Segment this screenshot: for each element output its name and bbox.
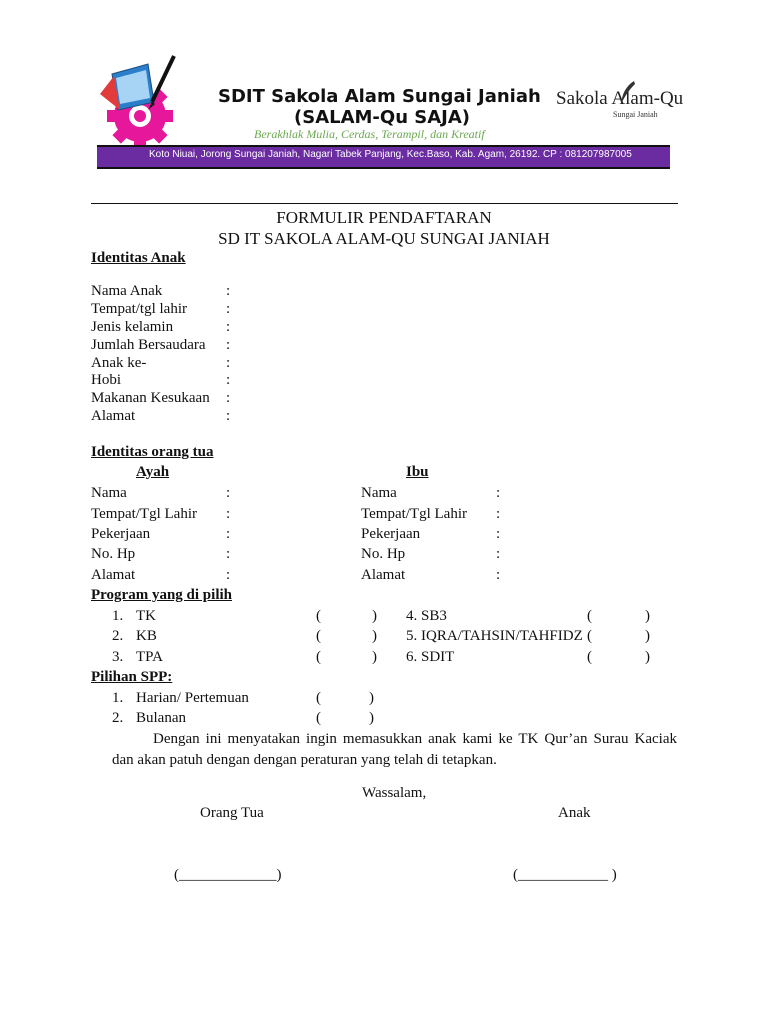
- school-short-name: (SALAM-Qu SAJA): [294, 107, 471, 128]
- colon: :: [496, 526, 501, 542]
- spp-monthly-label: Bulanan: [136, 710, 186, 726]
- father-field-phone: No. Hp: [91, 546, 136, 562]
- school-motto: Berakhlak Mulia, Cerdas, Terampil, dan Kreatif: [254, 127, 485, 141]
- checkbox-paren-open[interactable]: (: [587, 608, 592, 624]
- program-number: 2.: [112, 628, 124, 644]
- signature-child-line[interactable]: (____________ ): [513, 867, 617, 883]
- father-field-job: Pekerjaan: [91, 526, 151, 542]
- program-section-heading: Program yang di pilih: [91, 587, 232, 603]
- checkbox-paren-open[interactable]: (: [316, 608, 321, 624]
- program-tk-label: TK: [136, 608, 156, 624]
- spp-number: 1.: [112, 690, 124, 706]
- colon: :: [226, 319, 231, 335]
- child-field-gender: Jenis kelamin: [91, 319, 174, 335]
- brand-logo-subtitle: Sungai Janiah: [613, 110, 658, 119]
- mother-heading: Ibu: [406, 464, 429, 480]
- colon: :: [226, 567, 231, 583]
- colon: :: [226, 337, 231, 353]
- form-title: FORMULIR PENDAFTARAN: [276, 208, 492, 227]
- program-tpa-label: TPA: [136, 649, 163, 665]
- colon: :: [226, 546, 231, 562]
- father-field-address: Alamat: [91, 567, 136, 583]
- colon: :: [226, 372, 231, 388]
- checkbox-paren-close[interactable]: ): [372, 628, 377, 644]
- spp-number: 2.: [112, 710, 124, 726]
- checkbox-paren-open[interactable]: (: [316, 710, 321, 726]
- checkbox-paren-open[interactable]: (: [316, 628, 321, 644]
- colon: :: [496, 485, 501, 501]
- parent-section-heading: Identitas orang tua: [91, 444, 214, 460]
- checkbox-paren-open[interactable]: (: [316, 690, 321, 706]
- spp-section-heading: Pilihan SPP:: [91, 669, 173, 685]
- child-field-food: Makanan Kesukaan: [91, 390, 210, 406]
- colon: :: [226, 390, 231, 406]
- mother-field-job: Pekerjaan: [361, 526, 421, 542]
- program-number: 3.: [112, 649, 124, 665]
- colon: :: [226, 283, 231, 299]
- mother-field-address: Alamat: [361, 567, 406, 583]
- spp-daily-label: Harian/ Pertemuan: [136, 690, 249, 706]
- child-field-name: Nama Anak: [91, 283, 163, 299]
- father-field-birth: Tempat/Tgl Lahir: [91, 506, 197, 522]
- checkbox-paren-close[interactable]: ): [372, 649, 377, 665]
- mother-field-phone: No. Hp: [361, 546, 406, 562]
- colon: :: [226, 485, 231, 501]
- colon: :: [226, 355, 231, 371]
- program-iqra-label: 5. IQRA/TAHSIN/TAHFIDZ: [406, 628, 583, 644]
- program-sb3-label: 4. SB3: [406, 608, 447, 624]
- checkbox-paren-close[interactable]: ): [645, 649, 650, 665]
- checkbox-paren-close[interactable]: ): [645, 608, 650, 624]
- checkbox-paren-close[interactable]: ): [369, 690, 374, 706]
- mother-field-name: Nama: [361, 485, 397, 501]
- quill-icon: [618, 80, 638, 106]
- statement-line-2: dan akan patuh dengan dengan peraturan yang telah di tetapkan.: [112, 752, 497, 768]
- colon: :: [496, 567, 501, 583]
- colon: :: [226, 506, 231, 522]
- form-subtitle: SD IT SAKOLA ALAM-QU SUNGAI JANIAH: [218, 229, 550, 248]
- child-field-siblings: Jumlah Bersaudara: [91, 337, 206, 353]
- signature-parent-line[interactable]: (_____________): [174, 867, 282, 883]
- child-field-address: Alamat: [91, 408, 136, 424]
- program-kb-label: KB: [136, 628, 157, 644]
- statement-line-1: Dengan ini menyatakan ingin memasukkan anak kami ke TK Qur’an Surau Kaciak: [153, 731, 677, 747]
- school-address: Koto Niuai, Jorong Sungai Janiah, Nagari Tabek Panjang, Kec.Baso, Kab. Agam, 26192. CP : 081207987005: [149, 149, 632, 160]
- closing-greeting: Wassalam,: [362, 785, 427, 801]
- checkbox-paren-open[interactable]: (: [587, 628, 592, 644]
- child-field-birth: Tempat/tgl lahir: [91, 301, 188, 317]
- colon: :: [496, 506, 501, 522]
- checkbox-paren-open[interactable]: (: [587, 649, 592, 665]
- checkbox-paren-close[interactable]: ): [645, 628, 650, 644]
- colon: :: [226, 301, 231, 317]
- header-divider: [91, 203, 678, 204]
- child-section-heading: Identitas Anak: [91, 250, 186, 266]
- colon: :: [226, 408, 231, 424]
- school-logo: [98, 54, 178, 146]
- program-sdit-label: 6. SDIT: [406, 649, 455, 665]
- checkbox-paren-open[interactable]: (: [316, 649, 321, 665]
- child-field-hobby: Hobi: [91, 372, 121, 388]
- signature-parent-label: Orang Tua: [200, 805, 264, 821]
- school-name: SDIT Sakola Alam Sungai Janiah: [218, 86, 541, 107]
- signature-child-label: Anak: [558, 805, 591, 821]
- colon: :: [226, 526, 231, 542]
- program-number: 1.: [112, 608, 124, 624]
- child-field-order: Anak ke-: [91, 355, 147, 371]
- colon: :: [496, 546, 501, 562]
- mother-field-birth: Tempat/Tgl Lahir: [361, 506, 467, 522]
- brand-logo-text: Sakola Alam-Qu: [556, 88, 684, 109]
- checkbox-paren-close[interactable]: ): [372, 608, 377, 624]
- father-field-name: Nama: [91, 485, 127, 501]
- father-heading: Ayah: [136, 464, 170, 480]
- checkbox-paren-close[interactable]: ): [369, 710, 374, 726]
